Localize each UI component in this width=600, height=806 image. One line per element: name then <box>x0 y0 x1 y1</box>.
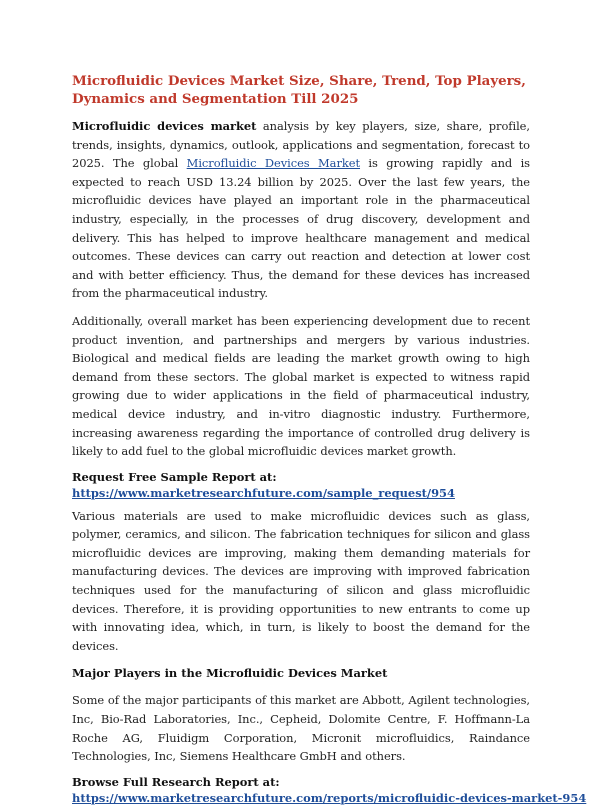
paragraph-materials: Various materials are used to make microfluidic devices such as glass, polymer, ceramics, and silicon. The fabrication techniques for silicon and glass microfluidic devices are improving, making them demanding materials for manufacturing devices. The devices are improving with improved fabrication techniques used for the manufacturing of silicon and glass microfluidic devices. Therefore, it is providing opportunities to new entrants to come up with innovating idea, which, in turn, is likely to boost the demand for the devices. <box>72 508 530 653</box>
intro-bold-lead: Microfluidic devices market <box>72 119 257 133</box>
paragraph-players: Some of the major participants of this market are Abbott, Agilent technologies, Inc, Bio-Rad Laboratories, Inc., Cepheid, Dolomite Centre, F. Hoffmann-La Roche AG, Fluidigm Corporation, Micronit microfluidics, Raindance Technologies, Inc, Siemens Healthcare GmbH and others. <box>72 693 530 764</box>
intro-text-after-link: is growing rapidly and is expected to reach USD 13.24 billion by 2025. Over the last few years, the microfluidic devices have played an important role in the pharmaceutical industry, especially, in the processes of drug discovery, development and delivery. This has helped to improve healthcare management and medical outcomes. These devices can carry out reaction and detection at lower cost and with better efficiency. Thus, the demand for these devices has increased from the pharmaceutical industry. <box>72 156 530 301</box>
sample-report-label: Request Free Sample Report at: <box>72 469 277 484</box>
full-report-link[interactable]: https://www.marketresearchfuture.com/reports/microfluidic-devices-market-954 <box>72 790 587 805</box>
paragraph-additionally: Additionally, overall market has been experiencing development due to recent product invention, and partnerships and mergers by various industries. Biological and medical fields are leading the market growth owing to high demand from these sectors. The global market is expected to witness rapid growing due to wider applications in the field of pharmaceutical industry, medical device industry, and in-vitro diagnostic industry. Furthermore, increasing awareness regarding the importance of controlled drug delivery is likely to add fuel to the global microfluidic devices market growth. <box>72 313 530 459</box>
document-title: Microfluidic Devices Market Size, Share, Trend, Top Players, Dynamics and Segmentation Till 2025 <box>72 73 526 107</box>
market-link[interactable]: Microfluidic Devices Market <box>186 156 361 171</box>
full-report-label: Browse Full Research Report at: <box>72 774 280 789</box>
sample-report-link[interactable]: https://www.marketresearchfuture.com/sample_request/954 <box>72 485 455 500</box>
intro-text-before-link: analysis by key players, size, share, profile, trends, insights, dynamics, outlook, applications and segmentation, forecast to 2025. The global <box>72 119 530 171</box>
players-heading: Major Players in the Microfluidic Devices Market <box>72 666 388 681</box>
sample-report-block <box>72 470 530 501</box>
intro-paragraph <box>72 117 530 303</box>
full-report-block <box>72 774 587 806</box>
